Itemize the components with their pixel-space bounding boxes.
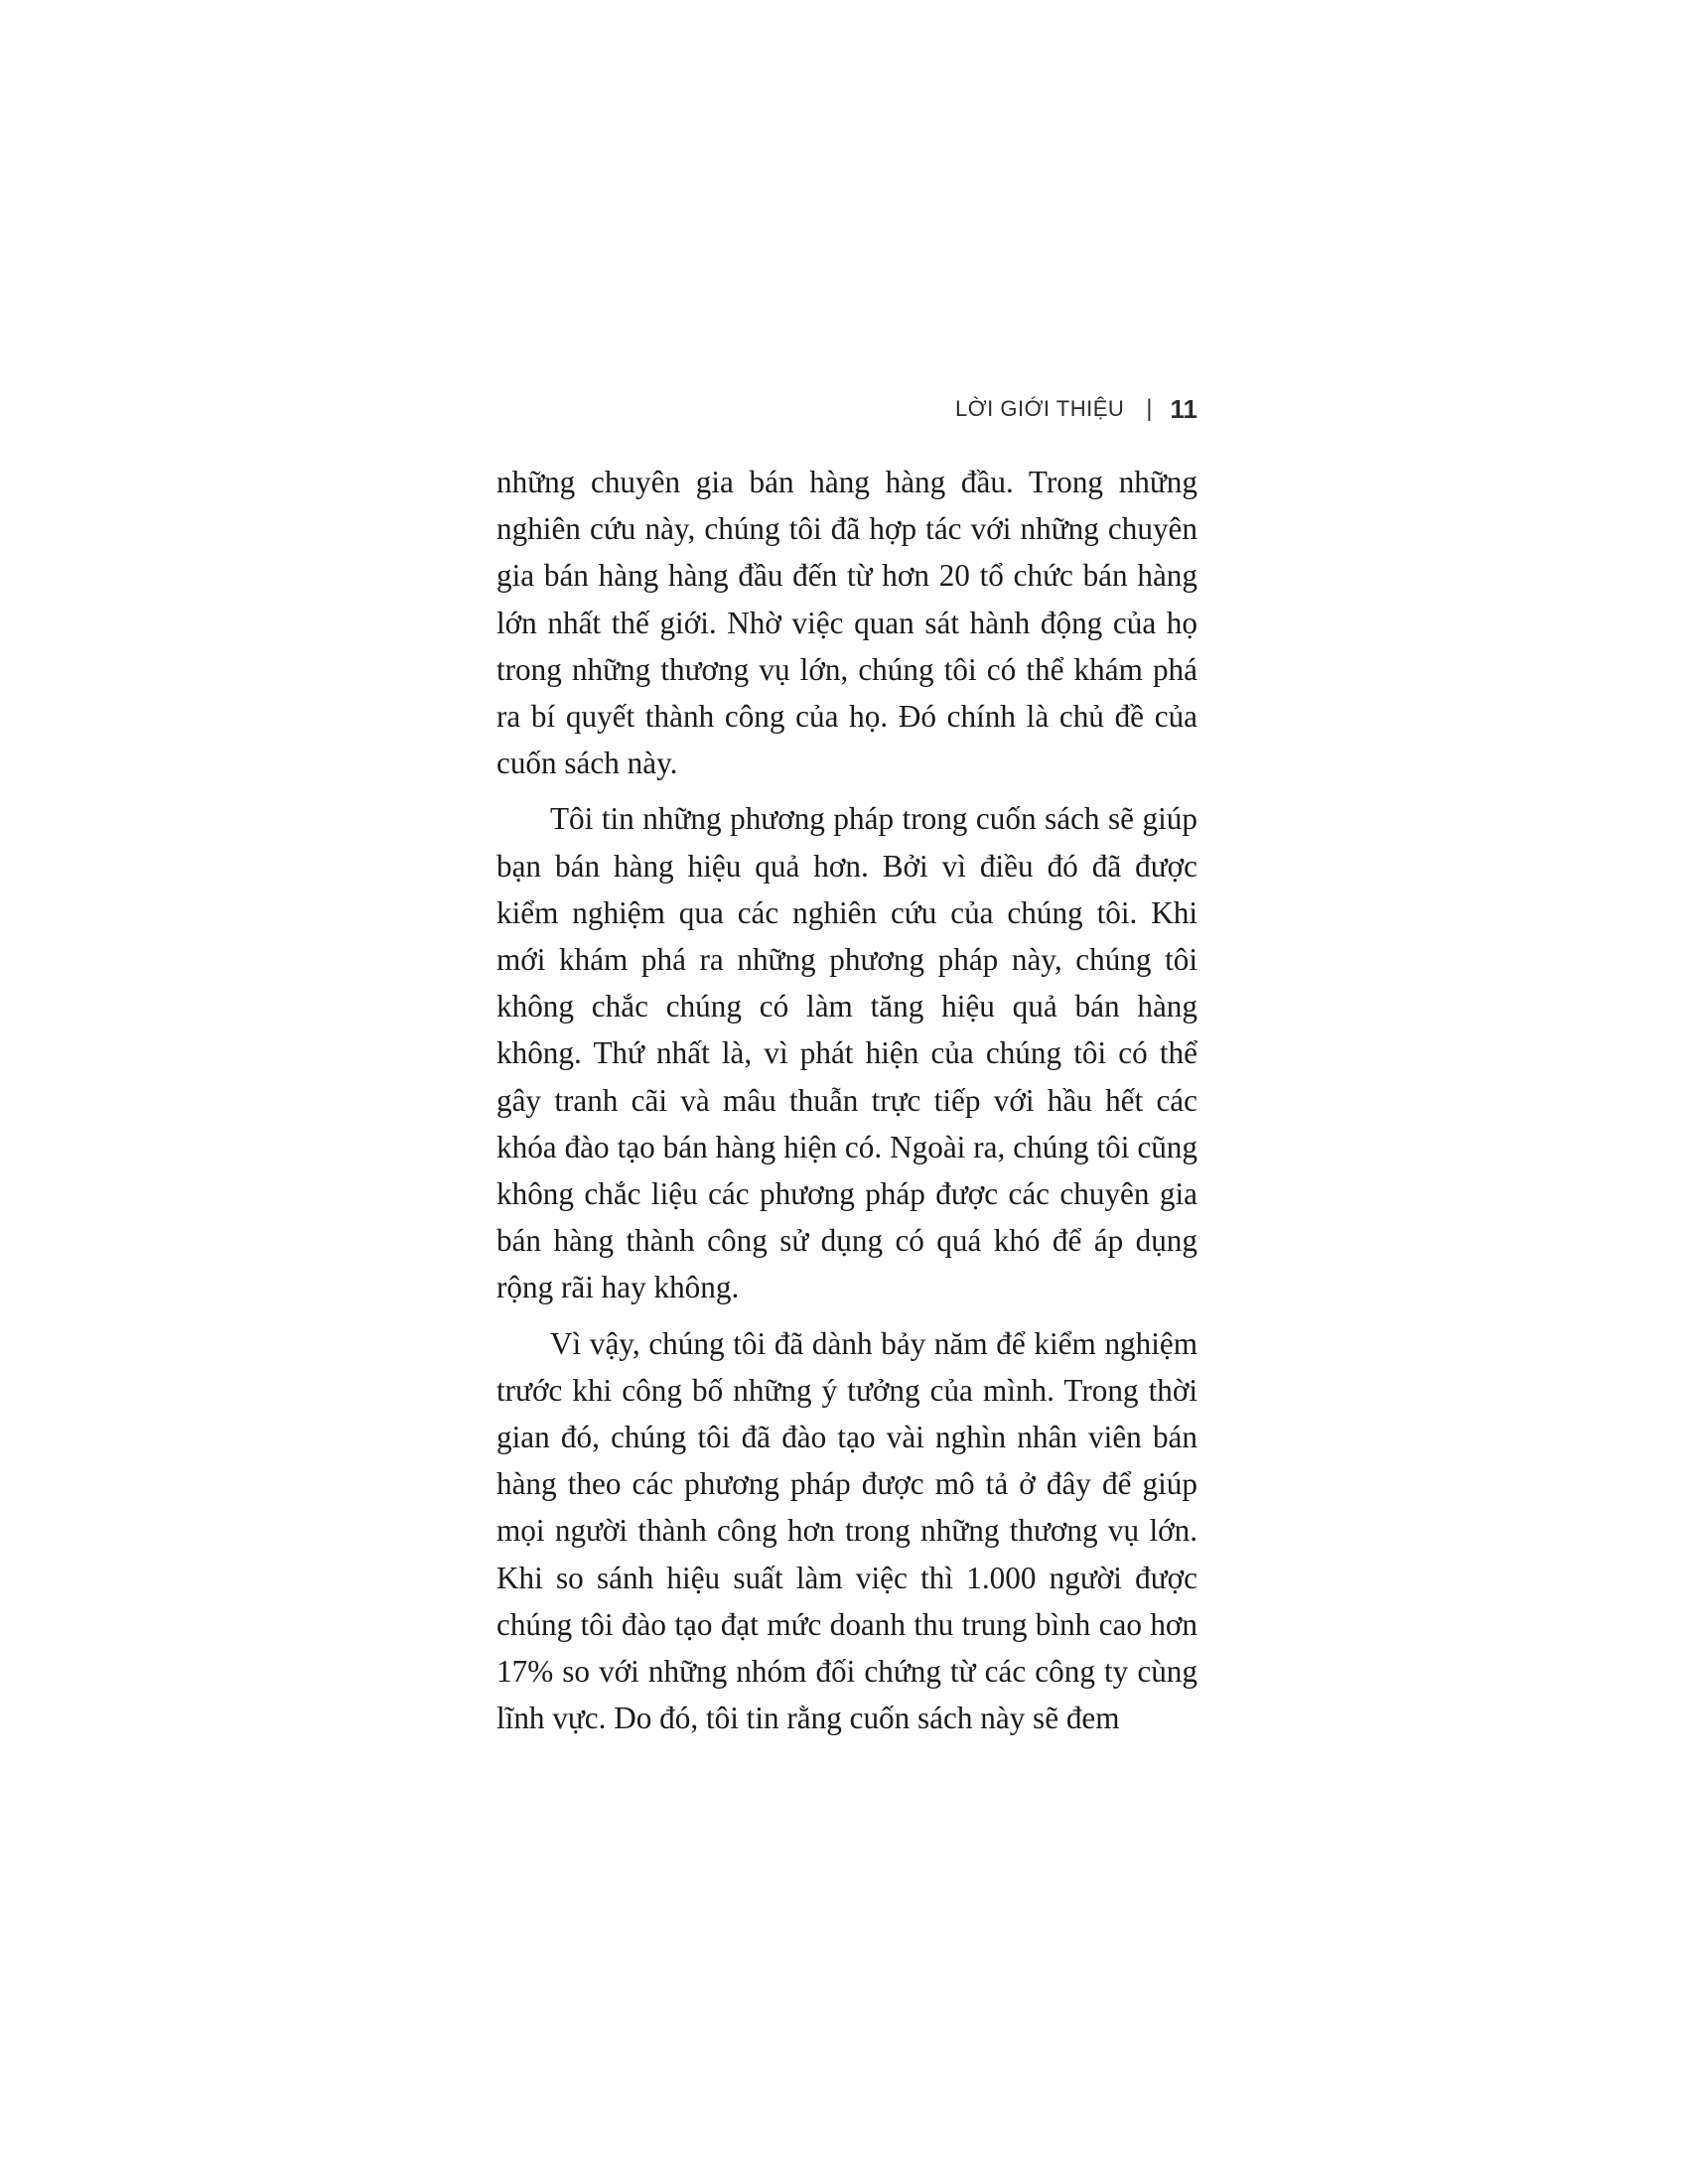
chapter-title: LỜI GIỚI THIỆU <box>955 396 1125 421</box>
page-number: 11 <box>1170 393 1197 424</box>
running-header <box>496 389 1197 429</box>
paragraph-2: Tôi tin những phương pháp trong cuốn sách sẽ giúp bạn bán hàng hiệu quả hơn. Bởi vì điều đó đã được kiểm nghiệm qua các nghiên cứu của chúng tôi. Khi mới khám phá ra những phương pháp này, chúng tôi không chắc chúng có làm tăng hiệu quả bán hàng không. Thứ nhất là, vì phát hiện của chúng tôi có thể gây tranh cãi và mâu thuẫn trực tiếp với hầu hết các khóa đào tạo bán hàng hiện có. Ngoài ra, chúng tôi cũng không chắc liệu các phương pháp được các chuyên gia bán hàng thành công sử dụng có quá khó để áp dụng rộng rãi hay không. <box>496 801 1197 1305</box>
paragraph-3: Vì vậy, chúng tôi đã dành bảy năm để kiểm nghiệm trước khi công bố những ý tưởng của mình. Trong thời gian đó, chúng tôi đã đào tạo vài nghìn nhân viên bán hàng theo các phương pháp được mô tả ở đây để giúp mọi người thành công hơn trong những thương vụ lớn. Khi so sánh hiệu suất làm việc thì 1.000 người được chúng tôi đào tạo đạt mức doanh thu trung bình cao hơn 17% so với những nhóm đối chứng từ các công ty cùng lĩnh vực. Do đó, tôi tin rằng cuốn sách này sẽ đem <box>496 1325 1197 1736</box>
paragraph-1: những chuyên gia bán hàng hàng đầu. Trong những nghiên cứu này, chúng tôi đã hợp tác với những chuyên gia bán hàng hàng đầu đến từ hơn 20 tổ chức bán hàng lớn nhất thế giới. Nhờ việc quan sát hành động của họ trong những thương vụ lớn, chúng tôi có thể khám phá ra bí quyết thành công của họ. Đó chính là chủ đề của cuốn sách này. <box>496 465 1197 781</box>
body-text <box>496 459 1197 1741</box>
header-separator: | <box>1146 395 1153 422</box>
